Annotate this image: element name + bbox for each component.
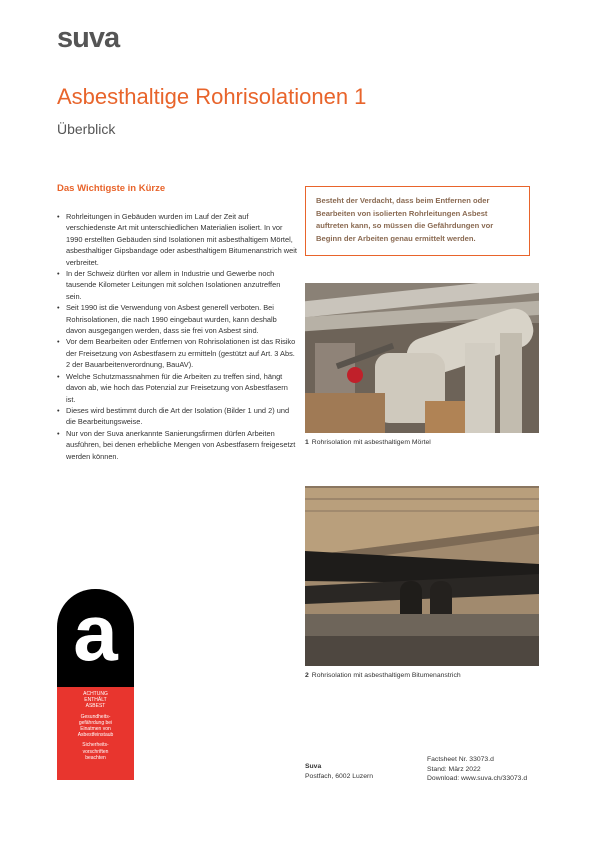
list-item: • Vor dem Bearbeiten oder Entfernen von Rohrisolationen ist das Risiko der Freisetzung von Asbestfasern zu ermitteln (gestützt auf Art. 3 Abs. 2 der Bauarbeitenverordnung, BauAV). <box>57 336 297 370</box>
asbestos-letter: a <box>73 589 118 677</box>
list-item: • Welche Schutzmassnahmen für die Arbeiten zu treffen sind, hängt davon ab, wie hoch das Potenzial zur Freisetzung von Asbestfasern ist. <box>57 371 297 405</box>
figure-caption <box>305 672 461 679</box>
page-subtitle: Überblick <box>57 121 116 137</box>
list-item: • In der Schweiz dürften vor allem in Industrie und Gewerbe noch tausende Kilometer Leitungen mit solchen Isolationen anzutreffen sein. <box>57 268 297 302</box>
suva-logo: suva <box>57 22 120 54</box>
download-link[interactable]: Download: www.suva.ch/33073.d <box>427 775 528 782</box>
callout-box: Besteht der Verdacht, dass beim Entfernen oder Bearbeiten von isolierten Rohrleitungen Asbest auftreten kann, so müssen die Gefährdungen vor Beginn der Arbeiten genau ermittelt werden. <box>305 186 530 256</box>
figure-number: 1 <box>305 439 309 446</box>
instruction-line: vorschriften <box>82 748 109 755</box>
list-item: • Dieses wird bestimmt durch die Art der Isolation (Bilder 1 und 2) und die Bearbeitungsweise. <box>57 405 297 428</box>
warning-line: ASBEST <box>85 703 106 710</box>
hazard-line: Einatmen von <box>80 726 111 733</box>
factsheet-number: Factsheet Nr. 33073.d <box>427 756 494 763</box>
caption-text: Rohrisolation mit asbesthaltigem Mörtel <box>311 439 431 446</box>
list-item: • Nur von der Suva anerkannte Sanierungsfirmen dürfen Arbeiten ausführen, bei denen erhebliche Mengen von Asbestfasern freigesetzt werden können. <box>57 428 297 462</box>
asbestos-warning-label <box>57 589 134 780</box>
list-item: • Rohrleitungen in Gebäuden wurden im Lauf der Zeit auf verschiedenste Art mit unterschiedlichen Materialien isoliert. In vor 1990 erstellten Gebäuden sind Isolationen mit asbesthaltigem Mörtel, asbesthaltiger Gipsbandage oder asbesthaltigem Bitumenanstrich weit verbreitet. <box>57 211 297 268</box>
figure-caption <box>305 439 431 446</box>
footer-organization: Suva <box>305 763 322 770</box>
hazard-line: gefährdung bei <box>78 719 113 726</box>
key-points-list <box>57 211 297 462</box>
document-date: Stand: März 2022 <box>427 765 481 773</box>
photo-mortar-insulation <box>305 283 539 433</box>
instruction-line: beachten <box>85 754 106 761</box>
hazard-line: Asbestfeinstaub <box>77 732 114 739</box>
figure-number: 2 <box>305 672 309 679</box>
footer-address: Postfach, 6002 Luzern <box>305 773 374 780</box>
section-heading: Das Wichtigste in Kürze <box>57 183 166 194</box>
warning-text-block <box>57 687 134 780</box>
caption-text: Rohrisolation mit asbesthaltigem Bitumenanstrich <box>311 672 461 679</box>
warning-line: ENTHÄLT <box>84 697 107 704</box>
photo-bitumen-insulation <box>305 486 539 666</box>
instruction-line: Sicherheits- <box>82 742 109 749</box>
warning-line: ACHTUNG <box>83 691 108 697</box>
footer-meta <box>427 755 527 784</box>
asbestos-symbol <box>57 589 134 687</box>
list-item: • Seit 1990 ist die Verwendung von Asbest generell verboten. Bei Rohrisolationen, die nach 1990 eingebaut wurden, kann deshalb davon ausgegangen werden, dass sie frei von Asbest sind. <box>57 302 297 336</box>
page-title: Asbesthaltige Rohrisolationen 1 <box>57 84 367 109</box>
hazard-line: Gesundheits- <box>80 713 111 720</box>
